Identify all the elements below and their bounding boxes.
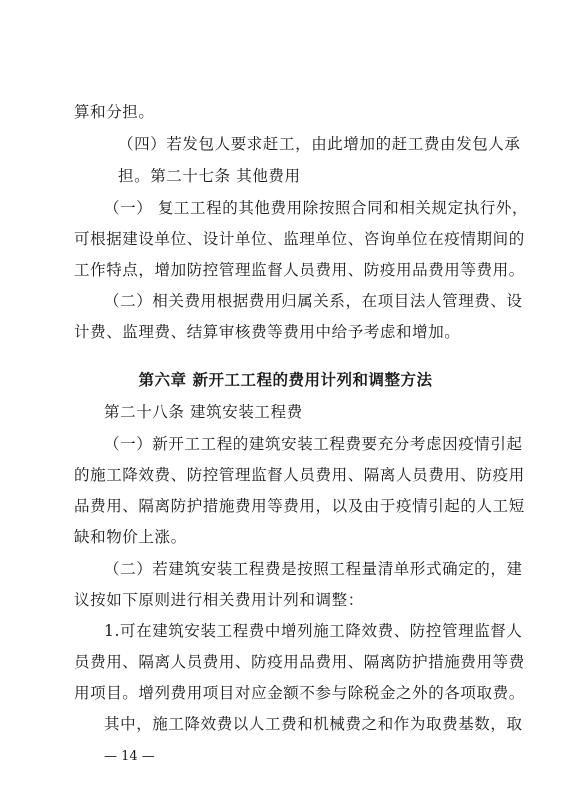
chapter-heading: 第六章 新开工工程的费用计列和调整方法 (138, 371, 433, 389)
paragraph-line: 的施工降效费、防控管理监督人员费用、隔离人员费用、防疫用 (74, 466, 525, 484)
paragraph-line: 议按如下原则进行相关费用计列和调整： (74, 591, 364, 609)
article-heading: 第二十八条 建筑安装工程费 (104, 403, 303, 421)
paragraph-line: （一） 复工工程的其他费用除按照合同和相关规定执行外， (104, 199, 529, 217)
paragraph-line: 员费用、隔离人员费用、防疫用品费用、隔离防护措施费用等费 (74, 653, 525, 671)
paragraph-line: 缺和物价上涨。 (74, 528, 187, 546)
paragraph-line: （一）新开工工程的建筑安装工程费要充分考虑因疫情引起 (104, 435, 523, 453)
paragraph-line: 工作特点，增加防控管理监督人员费用、防疫用品费用等费用。 (74, 261, 525, 279)
paragraph-line: （四）若发包人要求赶工，由此增加的赶工费由发包人承 (118, 135, 521, 153)
paragraph-line: 算和分担。 (74, 103, 155, 121)
paragraph-line: 品费用、隔离防护措施费用等费用，以及由于疫情引起的人工短 (74, 497, 525, 515)
paragraph-line: 计费、监理费、结算审核费等费用中给予考虑和增加。 (74, 323, 461, 341)
paragraph-line: （二）若建筑安装工程费是按照工程量清单形式确定的，建 (104, 560, 523, 578)
paragraph-line: 可根据建设单位、设计单位、监理单位、咨询单位在疫情期间的 (74, 230, 525, 248)
paragraph-line: 1.可在建筑安装工程费中增列施工降效费、防控管理监督人 (104, 622, 523, 640)
paragraph-line: 其中，施工降效费以人工费和机械费之和作为取费基数，取 (104, 715, 523, 733)
paragraph-line: （二）相关费用根据费用归属关系，在项目法人管理费、设 (104, 292, 523, 310)
page-number: — 14 — (104, 749, 155, 764)
paragraph-line: 担。第二十七条 其他费用 (118, 167, 301, 185)
paragraph-line: 用项目。增列费用项目对应金额不参与除税金之外的各项取费。 (74, 684, 525, 702)
